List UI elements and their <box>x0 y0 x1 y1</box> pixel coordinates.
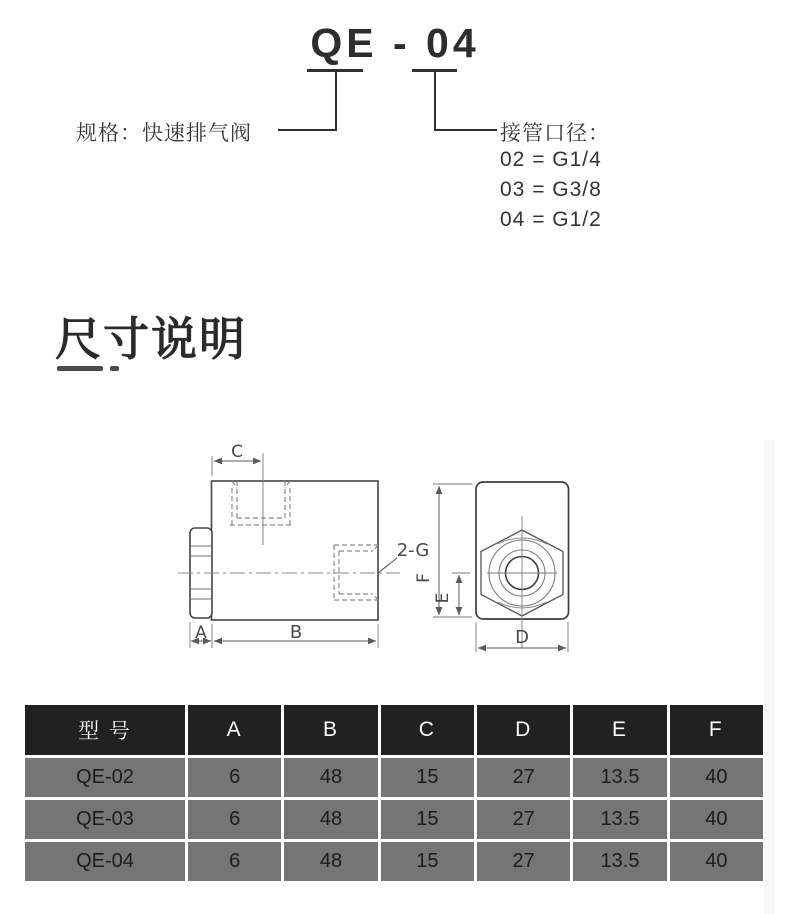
table-cell: 13.5 <box>573 842 666 881</box>
dim-d-label: D <box>515 627 529 648</box>
table-cell: 13.5 <box>573 800 666 839</box>
dim-f-label: F <box>414 573 434 583</box>
table-header-d: D <box>477 705 570 755</box>
heading-underline-dot <box>110 366 119 371</box>
table-header-e: E <box>573 705 666 755</box>
table-cell: 13.5 <box>573 758 666 797</box>
table-cell: 15 <box>381 842 474 881</box>
dim-b-label: B <box>289 622 303 643</box>
table-cell: 40 <box>670 842 763 881</box>
table-cell: 15 <box>381 800 474 839</box>
table-cell: 40 <box>670 800 763 839</box>
side-view <box>178 442 429 648</box>
port-option-03: 03 = G3/8 <box>500 178 602 201</box>
table-cell: 6 <box>188 800 281 839</box>
heading-underline-long <box>57 366 103 371</box>
table-cell: QE-04 <box>25 842 185 881</box>
table-header-a: A <box>188 705 281 755</box>
table-cell: 48 <box>284 800 377 839</box>
port-size-label: 接管口径： <box>500 122 610 145</box>
port-callout-label: 2-G <box>396 540 430 561</box>
connector-horizontal-left <box>278 129 337 131</box>
dim-c-label: C <box>231 442 243 462</box>
section-heading: 尺寸说明 <box>55 313 247 365</box>
dim-a-label: A <box>195 623 207 643</box>
model-code-title: QE - 04 <box>310 20 480 66</box>
table-cell: 6 <box>188 842 281 881</box>
table-header-f: F <box>670 705 763 755</box>
front-view <box>414 482 569 652</box>
table-cell: QE-03 <box>25 800 185 839</box>
dimension-drawing <box>0 430 790 675</box>
spec-label: 规格：快速排气阀 <box>76 122 252 145</box>
table-cell: 27 <box>477 842 570 881</box>
connector-horizontal-right <box>434 129 497 131</box>
page-edge-strip <box>764 440 774 914</box>
table-header-c: C <box>381 705 474 755</box>
table-cell: 48 <box>284 758 377 797</box>
table-cell: 27 <box>477 758 570 797</box>
table-cell: 27 <box>477 800 570 839</box>
table-header-b: B <box>284 705 377 755</box>
table-cell: 15 <box>381 758 474 797</box>
dim-e-label: E <box>433 592 453 604</box>
top-port-dashed <box>230 481 292 525</box>
table-cell: 6 <box>188 758 281 797</box>
port-option-04: 04 = G1/2 <box>500 208 602 231</box>
table-cell: 48 <box>284 842 377 881</box>
table-cell: QE-02 <box>25 758 185 797</box>
port-option-02: 02 = G1/4 <box>500 148 602 171</box>
dimension-table <box>25 705 763 881</box>
connector-vertical-left <box>335 71 337 131</box>
table-header-model: 型 号 <box>25 705 185 755</box>
connector-vertical-right <box>434 71 436 131</box>
table-cell: 40 <box>670 758 763 797</box>
